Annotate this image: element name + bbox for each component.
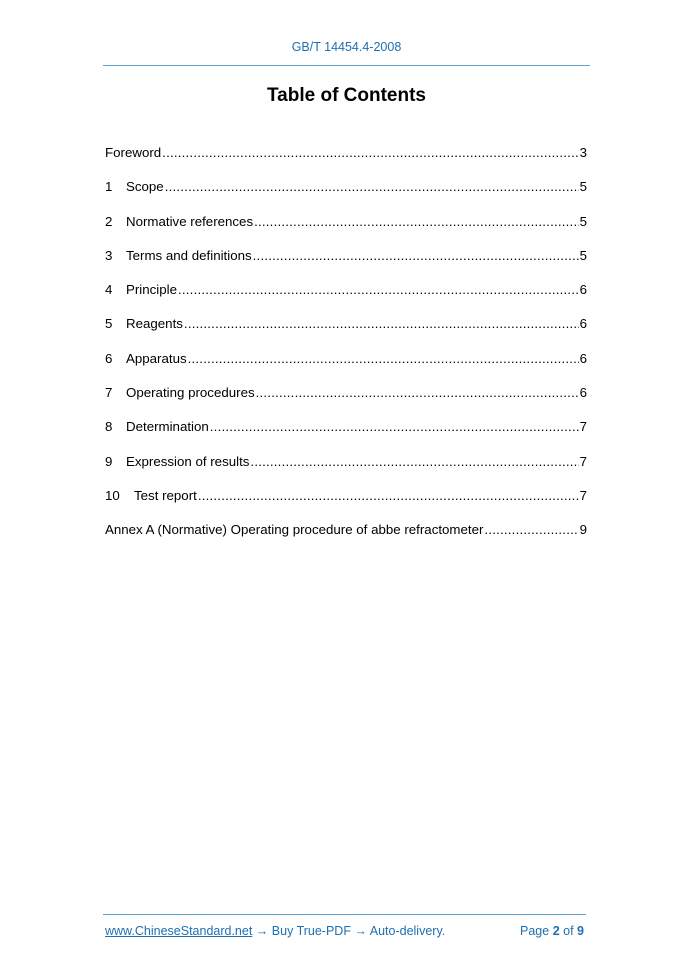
toc-page-number: 9 [579,522,587,538]
footer-promo [105,924,445,938]
page-indicator [520,924,584,938]
toc-label: Determination [126,419,209,435]
toc-page-number: 6 [579,385,587,401]
toc-page-number: 5 [579,213,587,229]
page-title: Table of Contents [266,85,427,106]
toc-page-number: 6 [579,316,587,332]
toc-number: 7 [105,385,113,401]
of-word: of [563,924,574,938]
toc-number: 5 [105,316,113,332]
toc-entry-expression-of-results[interactable] [105,454,587,488]
site-link[interactable]: www.ChineseStandard.net [105,924,253,938]
toc-leader-dots [188,351,579,367]
toc-leader-dots [254,214,578,230]
toc-page-number: 6 [579,282,587,298]
toc-entry-scope[interactable] [105,179,587,213]
toc-page-number: 5 [579,179,587,195]
auto-delivery-text: Auto-delivery. [369,924,446,938]
toc-label: Annex A (Normative) Operating procedure of abbe refractometer [105,522,484,538]
toc-number: 3 [105,247,113,263]
page-footer [105,924,584,938]
toc-label: Operating procedures [126,385,255,401]
toc-entry-normative-references[interactable] [105,214,587,248]
toc-number: 9 [105,453,113,469]
toc-entry-operating-procedures[interactable] [105,385,587,419]
total-pages-number: 9 [577,924,584,938]
toc-page-number: 7 [579,419,587,435]
toc-entry-apparatus[interactable] [105,351,587,385]
toc-page-number: 7 [579,487,587,503]
toc-number: 6 [105,350,113,366]
toc-label: Test report [134,487,197,503]
page-word: Page [520,924,550,938]
toc-page-number: 3 [579,145,587,160]
toc-label: Principle [126,282,177,298]
current-page-number: 2 [552,924,560,938]
toc-page-number: 5 [579,247,587,263]
toc-entry-principle[interactable] [105,282,587,316]
arrow-right-icon: → [354,924,367,938]
toc-label: Expression of results [126,453,250,469]
toc-entry-annex-a[interactable] [105,522,587,556]
toc-leader-dots [162,145,578,161]
toc-number: 4 [105,282,113,298]
toc-entry-terms-and-definitions[interactable] [105,248,587,282]
toc-leader-dots [198,488,579,504]
toc-leader-dots [484,522,578,538]
buy-true-pdf-text: Buy True-PDF [271,924,351,938]
table-of-contents [105,145,587,557]
toc-label: Normative references [126,213,254,229]
toc-leader-dots [165,179,579,195]
toc-leader-dots [253,248,579,264]
toc-number: 10 [105,487,120,503]
toc-entry-reagents[interactable] [105,316,587,350]
toc-leader-dots [178,282,579,298]
toc-entry-determination[interactable] [105,419,587,453]
toc-page-number: 6 [579,350,587,366]
toc-leader-dots [210,419,579,435]
toc-number: 8 [105,419,113,435]
toc-label: Foreword [105,145,162,160]
toc-entry-test-report[interactable] [105,488,587,522]
arrow-right-icon: → [255,924,269,938]
toc-label: Terms and definitions [126,247,252,263]
toc-page-number: 7 [579,453,587,469]
toc-leader-dots [256,385,579,401]
toc-number: 1 [105,179,113,195]
toc-leader-dots [250,454,578,470]
document-code-header: GB/T 14454.4-2008 [291,40,402,54]
toc-number: 2 [105,213,113,229]
toc-leader-dots [184,316,579,332]
toc-label: Apparatus [126,350,187,366]
toc-label: Scope [126,179,164,195]
header-divider [103,65,590,66]
footer-divider [103,914,586,915]
toc-entry-foreword[interactable] [105,145,587,179]
toc-label: Reagents [126,316,183,332]
